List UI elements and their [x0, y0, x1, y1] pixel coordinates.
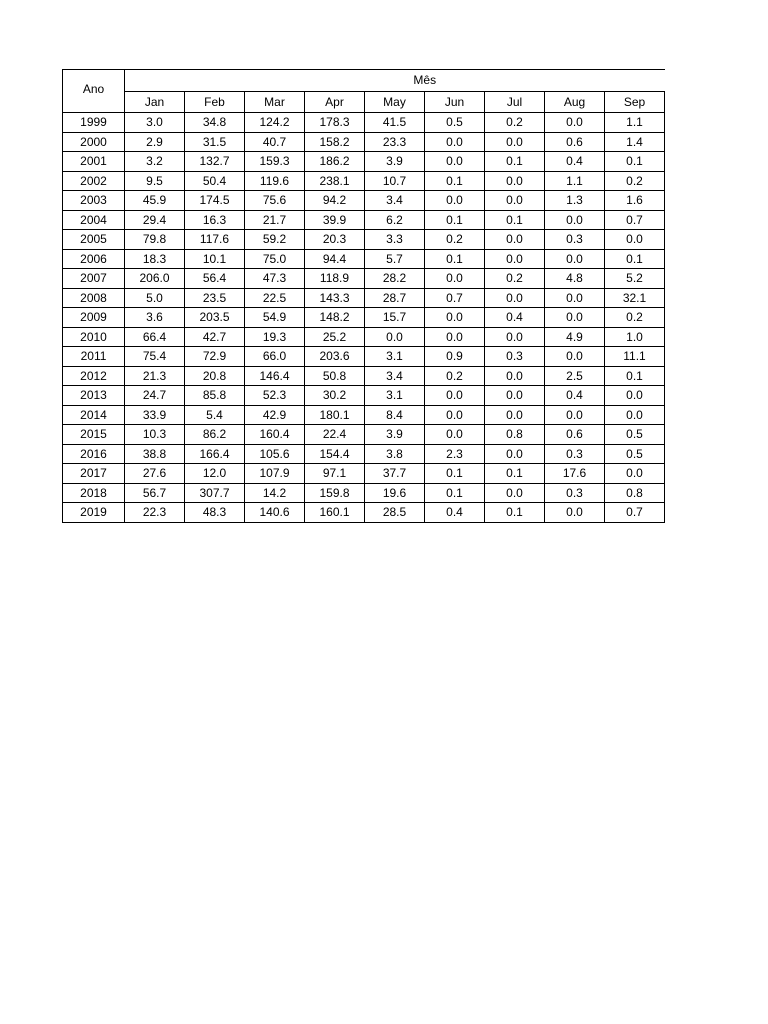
value-cell-mar: 159.3 [245, 152, 305, 172]
value-cell-jun: 0.0 [425, 152, 485, 172]
value-cell-jul: 0.0 [485, 366, 545, 386]
value-cell-jan: 22.3 [125, 503, 185, 523]
year-cell: 2002 [63, 171, 125, 191]
value-cell-feb: 174.5 [185, 191, 245, 211]
value-cell-mar: 40.7 [245, 132, 305, 152]
value-cell-jun: 2.3 [425, 444, 485, 464]
value-cell-jan: 45.9 [125, 191, 185, 211]
year-column-header: Ano [63, 70, 125, 113]
year-cell: 2005 [63, 230, 125, 250]
value-cell-apr: 238.1 [305, 171, 365, 191]
month-header-feb: Feb [185, 91, 245, 113]
value-cell-apr: 160.1 [305, 503, 365, 523]
value-cell-may: 28.2 [365, 269, 425, 289]
value-cell-aug: 0.3 [545, 230, 605, 250]
value-cell-jun: 0.1 [425, 464, 485, 484]
table-body [63, 113, 665, 523]
value-cell-sep: 0.1 [605, 366, 665, 386]
value-cell-jul: 0.2 [485, 113, 545, 133]
value-cell-feb: 117.6 [185, 230, 245, 250]
value-cell-apr: 154.4 [305, 444, 365, 464]
value-cell-mar: 75.0 [245, 249, 305, 269]
value-cell-aug: 0.0 [545, 288, 605, 308]
value-cell-may: 3.4 [365, 366, 425, 386]
value-cell-aug: 17.6 [545, 464, 605, 484]
value-cell-mar: 54.9 [245, 308, 305, 328]
value-cell-aug: 0.3 [545, 483, 605, 503]
value-cell-jul: 0.1 [485, 464, 545, 484]
value-cell-feb: 56.4 [185, 269, 245, 289]
value-cell-aug: 0.0 [545, 347, 605, 367]
value-cell-aug: 2.5 [545, 366, 605, 386]
value-cell-may: 15.7 [365, 308, 425, 328]
value-cell-sep: 0.7 [605, 210, 665, 230]
value-cell-feb: 12.0 [185, 464, 245, 484]
value-cell-sep: 0.2 [605, 171, 665, 191]
value-cell-jun: 0.0 [425, 425, 485, 445]
value-cell-jan: 5.0 [125, 288, 185, 308]
value-cell-mar: 52.3 [245, 386, 305, 406]
value-cell-apr: 180.1 [305, 405, 365, 425]
value-cell-sep: 0.5 [605, 444, 665, 464]
month-header-aug: Aug [545, 91, 605, 113]
value-cell-aug: 0.0 [545, 113, 605, 133]
table-row [63, 113, 665, 133]
value-cell-sep: 0.0 [605, 230, 665, 250]
table-row [63, 230, 665, 250]
value-cell-feb: 86.2 [185, 425, 245, 445]
value-cell-may: 28.7 [365, 288, 425, 308]
value-cell-sep: 1.0 [605, 327, 665, 347]
value-cell-feb: 16.3 [185, 210, 245, 230]
table-row [63, 132, 665, 152]
table-row [63, 249, 665, 269]
table-row [63, 425, 665, 445]
value-cell-aug: 1.3 [545, 191, 605, 211]
value-cell-jan: 38.8 [125, 444, 185, 464]
value-cell-jun: 0.0 [425, 191, 485, 211]
value-cell-jun: 0.1 [425, 210, 485, 230]
value-cell-feb: 166.4 [185, 444, 245, 464]
value-cell-jun: 0.0 [425, 269, 485, 289]
value-cell-aug: 0.0 [545, 249, 605, 269]
year-cell: 2003 [63, 191, 125, 211]
value-cell-jun: 0.1 [425, 483, 485, 503]
value-cell-may: 41.5 [365, 113, 425, 133]
table-row [63, 503, 665, 523]
value-cell-feb: 307.7 [185, 483, 245, 503]
year-cell: 2011 [63, 347, 125, 367]
value-cell-jan: 3.0 [125, 113, 185, 133]
value-cell-jun: 0.2 [425, 366, 485, 386]
data-table-container [62, 69, 665, 523]
value-cell-jun: 0.1 [425, 249, 485, 269]
value-cell-aug: 4.8 [545, 269, 605, 289]
value-cell-feb: 5.4 [185, 405, 245, 425]
value-cell-sep: 0.0 [605, 464, 665, 484]
value-cell-may: 3.1 [365, 347, 425, 367]
value-cell-jul: 0.0 [485, 191, 545, 211]
month-header-jan: Jan [125, 91, 185, 113]
value-cell-feb: 85.8 [185, 386, 245, 406]
value-cell-mar: 119.6 [245, 171, 305, 191]
table-row [63, 308, 665, 328]
year-cell: 2010 [63, 327, 125, 347]
table-row [63, 288, 665, 308]
month-header-mar: Mar [245, 91, 305, 113]
value-cell-jan: 3.6 [125, 308, 185, 328]
value-cell-may: 5.7 [365, 249, 425, 269]
year-cell: 1999 [63, 113, 125, 133]
table-row [63, 210, 665, 230]
value-cell-may: 28.5 [365, 503, 425, 523]
table-row [63, 152, 665, 172]
value-cell-jan: 75.4 [125, 347, 185, 367]
value-cell-may: 37.7 [365, 464, 425, 484]
value-cell-apr: 97.1 [305, 464, 365, 484]
value-cell-may: 23.3 [365, 132, 425, 152]
year-cell: 2006 [63, 249, 125, 269]
value-cell-may: 0.0 [365, 327, 425, 347]
table-row [63, 191, 665, 211]
value-cell-apr: 50.8 [305, 366, 365, 386]
value-cell-feb: 20.8 [185, 366, 245, 386]
value-cell-may: 3.9 [365, 425, 425, 445]
value-cell-jan: 9.5 [125, 171, 185, 191]
value-cell-feb: 23.5 [185, 288, 245, 308]
value-cell-jan: 29.4 [125, 210, 185, 230]
value-cell-jul: 0.3 [485, 347, 545, 367]
value-cell-jul: 0.1 [485, 503, 545, 523]
value-cell-mar: 160.4 [245, 425, 305, 445]
value-cell-jul: 0.1 [485, 152, 545, 172]
value-cell-mar: 22.5 [245, 288, 305, 308]
value-cell-jul: 0.0 [485, 444, 545, 464]
value-cell-may: 6.2 [365, 210, 425, 230]
value-cell-jul: 0.0 [485, 249, 545, 269]
year-cell: 2012 [63, 366, 125, 386]
value-cell-apr: 22.4 [305, 425, 365, 445]
value-cell-apr: 186.2 [305, 152, 365, 172]
value-cell-apr: 178.3 [305, 113, 365, 133]
value-cell-jan: 206.0 [125, 269, 185, 289]
value-cell-aug: 0.6 [545, 132, 605, 152]
value-cell-sep: 0.1 [605, 249, 665, 269]
year-cell: 2000 [63, 132, 125, 152]
value-cell-jun: 0.5 [425, 113, 485, 133]
value-cell-mar: 14.2 [245, 483, 305, 503]
value-cell-apr: 39.9 [305, 210, 365, 230]
value-cell-jan: 79.8 [125, 230, 185, 250]
value-cell-aug: 0.0 [545, 405, 605, 425]
value-cell-jun: 0.0 [425, 132, 485, 152]
value-cell-mar: 59.2 [245, 230, 305, 250]
value-cell-jul: 0.2 [485, 269, 545, 289]
table-row [63, 405, 665, 425]
table-row [63, 347, 665, 367]
value-cell-jul: 0.0 [485, 327, 545, 347]
table-row [63, 269, 665, 289]
value-cell-jun: 0.0 [425, 405, 485, 425]
value-cell-aug: 0.4 [545, 386, 605, 406]
value-cell-aug: 0.0 [545, 308, 605, 328]
value-cell-mar: 66.0 [245, 347, 305, 367]
year-cell: 2016 [63, 444, 125, 464]
table-row [63, 366, 665, 386]
value-cell-jun: 0.7 [425, 288, 485, 308]
value-cell-feb: 72.9 [185, 347, 245, 367]
value-cell-sep: 1.6 [605, 191, 665, 211]
value-cell-aug: 0.3 [545, 444, 605, 464]
value-cell-apr: 203.6 [305, 347, 365, 367]
value-cell-feb: 42.7 [185, 327, 245, 347]
value-cell-sep: 1.1 [605, 113, 665, 133]
value-cell-may: 3.4 [365, 191, 425, 211]
value-cell-jan: 3.2 [125, 152, 185, 172]
value-cell-may: 3.8 [365, 444, 425, 464]
value-cell-feb: 132.7 [185, 152, 245, 172]
value-cell-sep: 0.0 [605, 405, 665, 425]
year-cell: 2009 [63, 308, 125, 328]
value-cell-sep: 0.5 [605, 425, 665, 445]
value-cell-mar: 19.3 [245, 327, 305, 347]
value-cell-may: 3.1 [365, 386, 425, 406]
value-cell-jan: 24.7 [125, 386, 185, 406]
value-cell-jul: 0.0 [485, 132, 545, 152]
value-cell-jan: 21.3 [125, 366, 185, 386]
value-cell-jul: 0.0 [485, 405, 545, 425]
table-row [63, 386, 665, 406]
month-header-jul: Jul [485, 91, 545, 113]
value-cell-jan: 27.6 [125, 464, 185, 484]
value-cell-apr: 20.3 [305, 230, 365, 250]
value-cell-sep: 0.2 [605, 308, 665, 328]
year-cell: 2019 [63, 503, 125, 523]
header-row-months [63, 91, 665, 113]
value-cell-jun: 0.1 [425, 171, 485, 191]
value-cell-aug: 4.9 [545, 327, 605, 347]
value-cell-sep: 0.1 [605, 152, 665, 172]
value-cell-apr: 159.8 [305, 483, 365, 503]
value-cell-jul: 0.0 [485, 230, 545, 250]
value-cell-may: 3.3 [365, 230, 425, 250]
value-cell-jul: 0.0 [485, 288, 545, 308]
table-row [63, 327, 665, 347]
value-cell-may: 19.6 [365, 483, 425, 503]
value-cell-sep: 0.8 [605, 483, 665, 503]
value-cell-jan: 66.4 [125, 327, 185, 347]
month-header-sep: Sep [605, 91, 665, 113]
value-cell-apr: 94.4 [305, 249, 365, 269]
value-cell-mar: 21.7 [245, 210, 305, 230]
value-cell-jun: 0.0 [425, 308, 485, 328]
value-cell-sep: 11.1 [605, 347, 665, 367]
table-row [63, 483, 665, 503]
table-row [63, 444, 665, 464]
value-cell-apr: 25.2 [305, 327, 365, 347]
value-cell-mar: 140.6 [245, 503, 305, 523]
year-cell: 2008 [63, 288, 125, 308]
value-cell-mar: 47.3 [245, 269, 305, 289]
value-cell-feb: 31.5 [185, 132, 245, 152]
year-cell: 2015 [63, 425, 125, 445]
month-header-apr: Apr [305, 91, 365, 113]
value-cell-jun: 0.2 [425, 230, 485, 250]
value-cell-jul: 0.0 [485, 171, 545, 191]
value-cell-feb: 48.3 [185, 503, 245, 523]
value-cell-feb: 10.1 [185, 249, 245, 269]
value-cell-jan: 2.9 [125, 132, 185, 152]
value-cell-jul: 0.8 [485, 425, 545, 445]
value-cell-mar: 107.9 [245, 464, 305, 484]
value-cell-aug: 0.0 [545, 210, 605, 230]
year-cell: 2018 [63, 483, 125, 503]
value-cell-jan: 56.7 [125, 483, 185, 503]
value-cell-jun: 0.9 [425, 347, 485, 367]
value-cell-jul: 0.0 [485, 483, 545, 503]
value-cell-apr: 30.2 [305, 386, 365, 406]
value-cell-apr: 143.3 [305, 288, 365, 308]
value-cell-aug: 0.4 [545, 152, 605, 172]
value-cell-jan: 18.3 [125, 249, 185, 269]
value-cell-aug: 0.0 [545, 503, 605, 523]
value-cell-mar: 42.9 [245, 405, 305, 425]
value-cell-apr: 148.2 [305, 308, 365, 328]
value-cell-jan: 33.9 [125, 405, 185, 425]
value-cell-sep: 5.2 [605, 269, 665, 289]
year-cell: 2014 [63, 405, 125, 425]
year-cell: 2013 [63, 386, 125, 406]
value-cell-sep: 1.4 [605, 132, 665, 152]
value-cell-jan: 10.3 [125, 425, 185, 445]
value-cell-mar: 146.4 [245, 366, 305, 386]
month-group-header: Mês [125, 70, 665, 92]
monthly-data-table [62, 69, 665, 523]
header-row-group [63, 70, 665, 92]
value-cell-sep: 0.7 [605, 503, 665, 523]
value-cell-mar: 75.6 [245, 191, 305, 211]
value-cell-jul: 0.0 [485, 386, 545, 406]
value-cell-sep: 32.1 [605, 288, 665, 308]
value-cell-may: 10.7 [365, 171, 425, 191]
value-cell-aug: 1.1 [545, 171, 605, 191]
value-cell-apr: 118.9 [305, 269, 365, 289]
value-cell-may: 8.4 [365, 405, 425, 425]
year-cell: 2017 [63, 464, 125, 484]
value-cell-feb: 50.4 [185, 171, 245, 191]
value-cell-jul: 0.1 [485, 210, 545, 230]
value-cell-feb: 203.5 [185, 308, 245, 328]
value-cell-may: 3.9 [365, 152, 425, 172]
value-cell-apr: 94.2 [305, 191, 365, 211]
value-cell-feb: 34.8 [185, 113, 245, 133]
year-cell: 2007 [63, 269, 125, 289]
value-cell-sep: 0.0 [605, 386, 665, 406]
value-cell-apr: 158.2 [305, 132, 365, 152]
value-cell-jun: 0.0 [425, 386, 485, 406]
value-cell-jul: 0.4 [485, 308, 545, 328]
value-cell-mar: 105.6 [245, 444, 305, 464]
value-cell-jun: 0.0 [425, 327, 485, 347]
table-row [63, 171, 665, 191]
year-cell: 2001 [63, 152, 125, 172]
month-header-may: May [365, 91, 425, 113]
year-cell: 2004 [63, 210, 125, 230]
value-cell-mar: 124.2 [245, 113, 305, 133]
month-header-jun: Jun [425, 91, 485, 113]
value-cell-jun: 0.4 [425, 503, 485, 523]
value-cell-aug: 0.6 [545, 425, 605, 445]
table-row [63, 464, 665, 484]
